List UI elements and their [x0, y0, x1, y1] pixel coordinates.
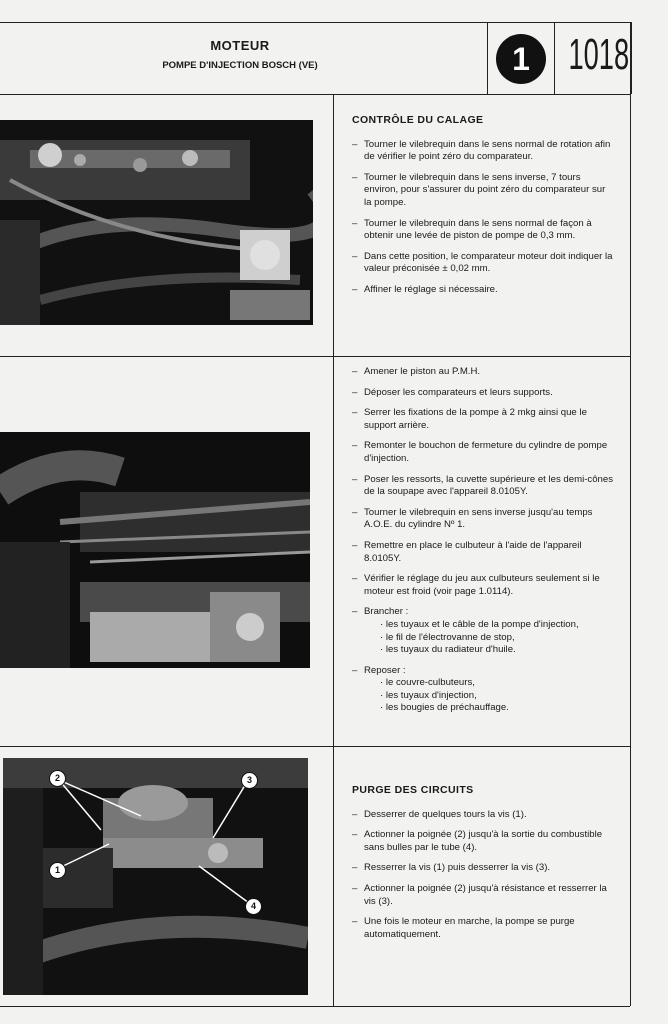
row-divider-3 — [0, 1006, 630, 1007]
page-subtitle: POMPE D'INJECTION BOSCH (VE) — [162, 60, 318, 71]
instruction-item: – Tourner le vilebrequin dans le sens normal de rotation afin de vérifier le point zéro du comparateur. — [352, 139, 614, 164]
brancher-label: – Brancher : — [364, 606, 409, 618]
instruction-item: – Déposer les comparateurs et leurs supports. — [352, 387, 614, 400]
instruction-item: – Actionner la poignée (2) jusqu'à résistance et resserrer la vis (3). — [352, 883, 614, 908]
fuel-pump-purge-photo — [3, 758, 308, 995]
instruction-item: – Remonter le bouchon de fermeture du cylindre de pompe d'injection. — [352, 440, 614, 465]
instruction-item: – Serrer les fixations de la pompe à 2 mkg ainsi que le support arrière. — [352, 407, 614, 432]
instruction-item: – Une fois le moteur en marche, la pompe se purge automatiquement. — [352, 916, 614, 941]
column-divider — [333, 94, 334, 1006]
instruction-item: – Dans cette position, le comparateur moteur doit indiquer la valeur préconisée ± 0,02 mm. — [352, 251, 614, 276]
reposer-label: – Reposer : — [364, 664, 406, 676]
instruction-item: – Vérifier le réglage du jeu aux culbuteurs seulement si le moteur est froid (voir page 1.0114). — [352, 573, 614, 598]
page-number: 1018 — [568, 30, 630, 79]
instruction-item: – Desserrer de quelques tours la vis (1). — [352, 809, 614, 822]
instruction-item: – Poser les ressorts, la cuvette supérieure et les demi-cônes de la soupape avec l'appareil 8.0105Y. — [352, 474, 614, 499]
callout-2: 2 — [49, 770, 66, 787]
page-title: MOTEUR — [210, 38, 270, 53]
instruction-item: – Remettre en place le culbuteur à l'aide de l'appareil 8.0105Y. — [352, 540, 614, 565]
instruction-item: – Actionner la poignée (2) jusqu'à la sortie du combustible sans bulles par le tube (4). — [352, 829, 614, 854]
engine-photo-pump-refit — [0, 432, 310, 668]
brancher-sub: · le fil de l'électrovanne de stop, — [380, 631, 515, 643]
instruction-item: – Resserrer la vis (1) puis desserrer la vis (3). — [352, 862, 614, 875]
engine-photo-timing-check — [0, 120, 313, 325]
reposer-sub: · le couvre-culbuteurs, — [380, 677, 475, 689]
header-bottom-rule — [0, 94, 630, 95]
brancher-sub: · les tuyaux et le câble de la pompe d'injection, — [380, 618, 579, 630]
instruction-item: – Tourner le vilebrequin dans le sens inverse, 7 tours environ, pour s'assurer du point zéro du comparateur sur la pompe. — [352, 172, 614, 210]
section-heading: PURGE DES CIRCUITS — [352, 784, 474, 796]
instruction-item: – Tourner le vilebrequin dans le sens normal de façon à obtenir une levée de piston de pompe de 0,3 mm. — [352, 218, 614, 243]
instruction-item: – Amener le piston au P.M.H. — [352, 366, 614, 379]
chapter-badge: 1 — [496, 34, 546, 84]
instruction-item: – Tourner le vilebrequin en sens inverse jusqu'au temps A.O.E. du cylindre Nº 1. — [352, 507, 614, 532]
row-divider-1 — [0, 356, 630, 357]
brancher-item — [352, 606, 614, 656]
reposer-item — [352, 665, 614, 715]
callout-3: 3 — [241, 772, 258, 789]
row-divider-2 — [0, 746, 630, 747]
instruction-item: – Affiner le réglage si nécessaire. — [352, 284, 614, 297]
timing-check-section — [352, 114, 614, 305]
callout-1: 1 — [49, 862, 66, 879]
right-border — [630, 22, 631, 1006]
brancher-sub: · les tuyaux du radiateur d'huile. — [380, 644, 516, 656]
reposer-sub: · les bougies de préchauffage. — [380, 702, 509, 714]
section-heading: CONTRÔLE DU CALAGE — [352, 114, 484, 126]
purge-section — [352, 784, 614, 949]
reassembly-section — [352, 366, 614, 723]
reposer-sub: · les tuyaux d'injection, — [380, 689, 477, 701]
callout-4: 4 — [245, 898, 262, 915]
